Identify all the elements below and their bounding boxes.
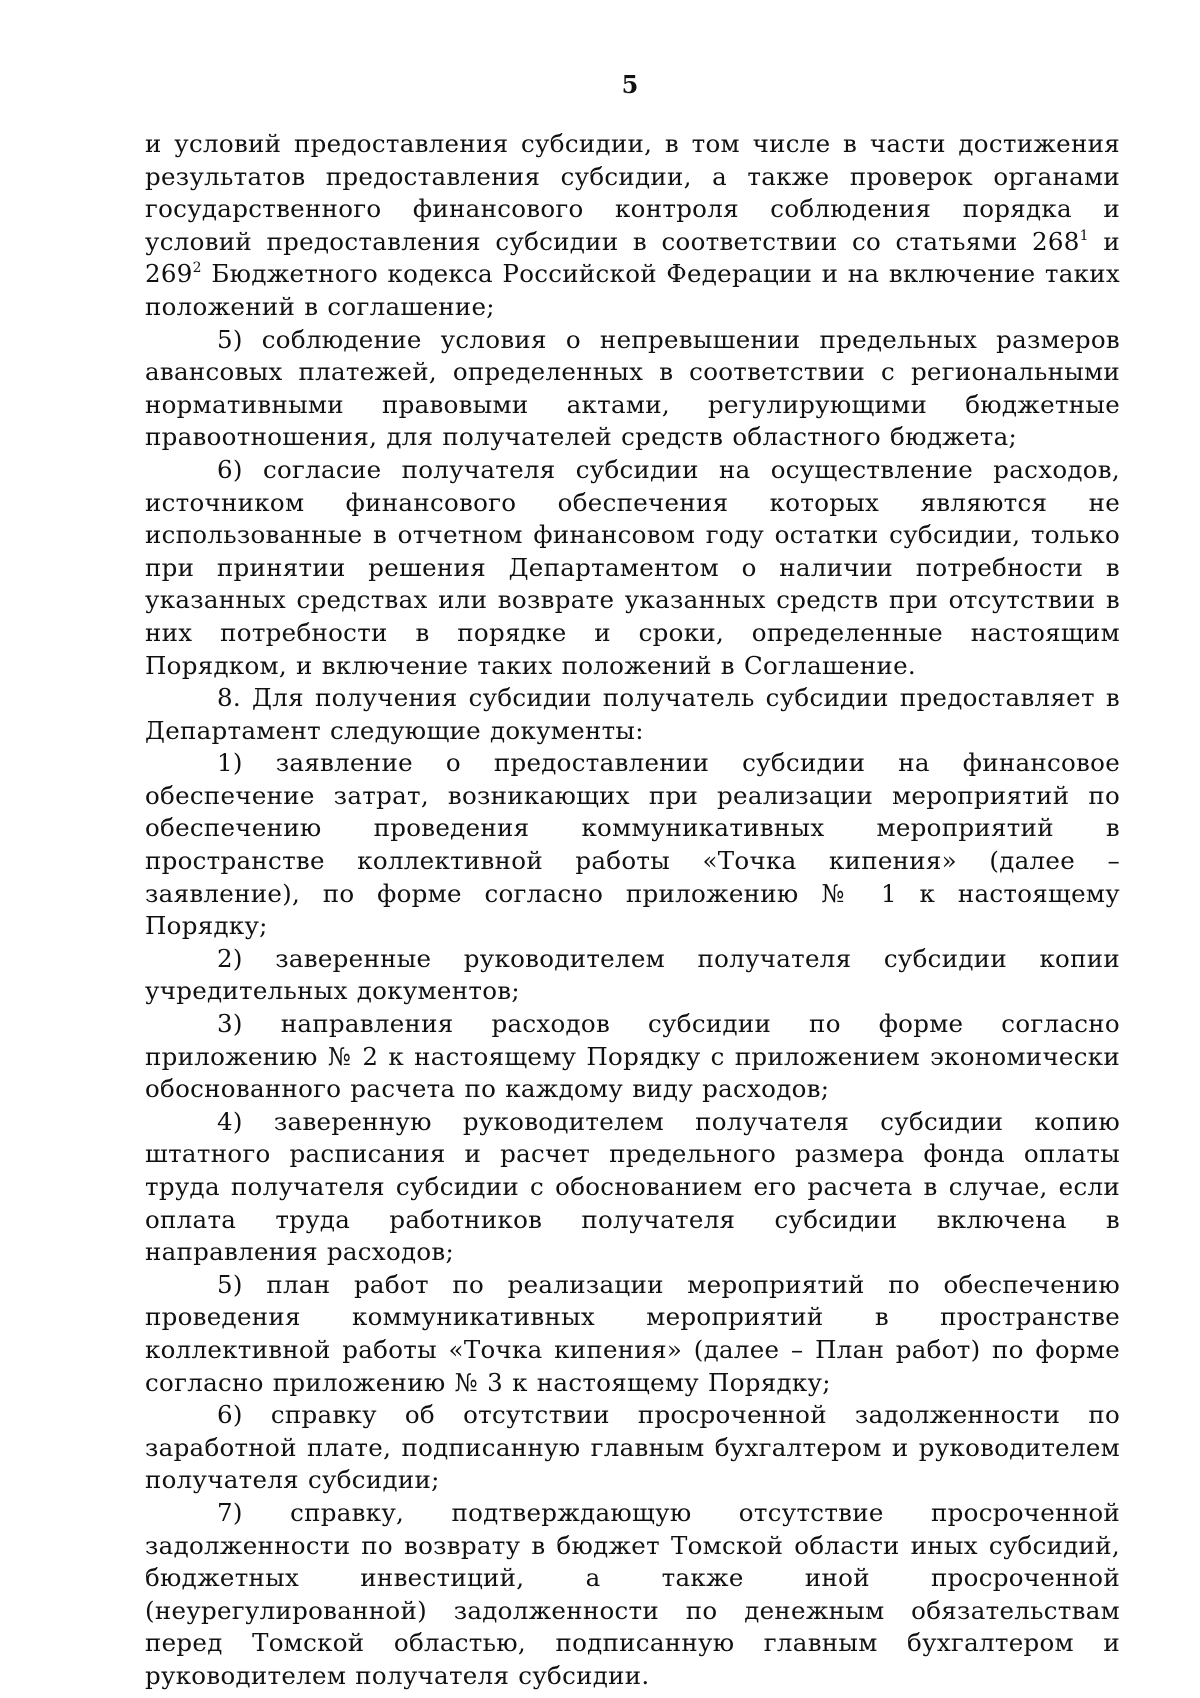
paragraph-doc-1: 1) заявление о предоставлении субсидии на финансовое обеспечение затрат, возникающих при реализации мероприятий по обеспечению проведения коммуникативных мероприятий в пространстве коллективной работы «Точка кипения» (далее – заявление), по форме согласно приложению № 1 к настоящему Порядку; [145,748,1120,941]
paragraph-doc-3: 3) направления расходов субсидии по форме согласно приложению № 2 к настоящему Порядку с приложением экономически обоснованного расчета по каждому виду расходов; [145,1009,1120,1104]
paragraph-doc-4: 4) заверенную руководителем получателя субсидии копию штатного расписания и расчет предельного размера фонда оплаты труда получателя субсидии с обоснованием его расчета в случае, если оплата труда работников получателя субсидии включена в направления расходов; [145,1106,1120,1267]
paragraph-text: и 269 [145,226,1120,289]
paragraph-text: Бюджетного кодекса Российской Федерации и на включение таких положений в соглашение; [145,259,1120,321]
paragraph-continuation [145,128,1120,324]
paragraph-text: и условий предоставления субсидии, в том числе в части достижения результатов предоставления субсидии, а также проверок органами государственного финансового контроля соблюдения порядка и условий предоставления субсидии в соответствии со статьями 268 [145,129,1120,256]
paragraph-doc-6: 6) справку об отсутствии просроченной задолженности по заработной плате, подписанную главным бухгалтером и руководителем получателя субсидии; [145,1400,1120,1495]
paragraph-item-6: 6) согласие получателя субсидии на осуществление расходов, источником финансового обеспечения которых являются не использованные в отчетном финансовом году остатки субсидии, только при принятии решения Департаментом о наличии потребности в указанных средствах или возврате указанных средств при отсутствии в них потребности в порядке и сроки, определенные настоящим Порядком, и включение таких положений в Соглашение. [145,454,1120,680]
document-body [145,128,1120,1693]
paragraph-doc-5: 5) план работ по реализации мероприятий по обеспечению проведения коммуникативных мероприятий в пространстве коллективной работы «Точка кипения» (далее – План работ) по форме согласно приложению № 3 к настоящему Порядку; [145,1269,1120,1397]
paragraph-item-5: 5) соблюдение условия о непревышении предельных размеров авансовых платежей, определенных в соответствии с региональными нормативными правовыми актами, регулирующими бюджетные правоотношения, для получателей средств областного бюджета; [145,324,1120,452]
paragraph-doc-7: 7) справку, подтверждающую отсутствие просроченной задолженности по возврату в бюджет Томской области иных субсидий, бюджетных инвестиций, а также иной просроченной (неурегулированной) задолженности по денежным обязательствам перед Томской областью, подписанную главным бухгалтером и руководителем получателя субсидии. [145,1497,1120,1690]
page-number: 5 [621,70,639,99]
superscript: 2 [192,260,202,277]
paragraph-clause-8: 8. Для получения субсидии получатель субсидии предоставляет в Департамент следующие документы: [145,683,1120,745]
paragraph-doc-2: 2) заверенные руководителем получателя субсидии копии учредительных документов; [145,943,1120,1006]
superscript: 1 [1079,227,1089,244]
